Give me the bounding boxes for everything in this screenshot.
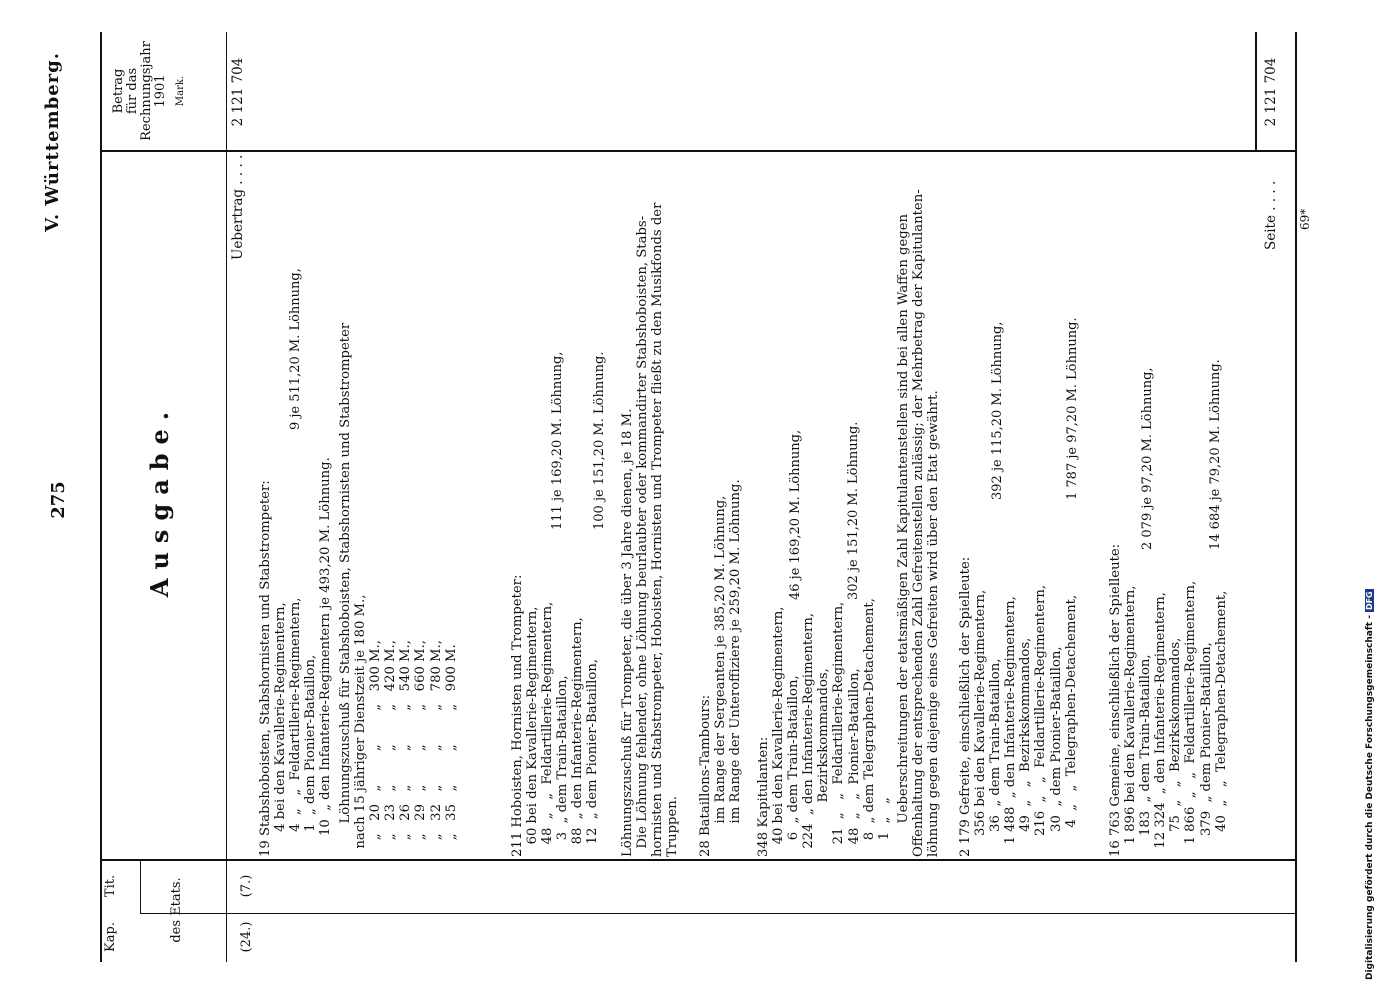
betrag-line-2: für das <box>125 67 140 115</box>
page-number: 275 <box>48 481 69 519</box>
column-divider-left <box>100 859 1297 861</box>
column-tit: Tit. <box>103 874 118 898</box>
uebertrag-label: Uebertrag . . . . <box>230 154 246 260</box>
table-bottom-rule <box>1295 32 1297 962</box>
kap-value: (24.) <box>239 921 254 953</box>
musicians-brace-2: 100 je 151,20 M. Löhnung. <box>592 351 607 530</box>
musicians-block: 211 Hoboisten, Hornisten und Trompeter: 60 bei den Kavallerie-Regimentern, 48 „ „ Feldartillerie-Regimentern, 3 „ dem Train-Bataillon, 88 „ den Infanterie-Regimentern, 12 „ dem Pionier-Bataillon, <box>510 574 601 857</box>
kap-tit-divider <box>140 913 1297 914</box>
seite-label: Seite . . . . <box>1263 180 1279 250</box>
column-des-etats: des Etats. <box>169 877 184 943</box>
tit-value: (7.) <box>239 874 254 898</box>
lance-corporals-brace-1: 392 je 115,20 M. Löhnung, <box>990 321 1005 500</box>
betrag-line-3: Rechnungsjahr <box>139 41 154 141</box>
betrag-line-1: Betrag <box>111 68 126 114</box>
seite-value: 2 121 704 <box>1263 57 1279 127</box>
privates-brace-1: 2 079 je 97,20 M. Löhnung, <box>1140 367 1155 550</box>
staff-musicians-block: 19 Stabshoboisten, Stabshornisten und Stabstrompeter: 4 bei den Kavallerie-Regimentern, 4 „ „ Feldartillerie-Regimentern, 1 „ dem Pionier-Bataillon, 10 „ den Infanterie-Regimentern je 493,20 M. Löhnung. <box>258 457 334 857</box>
capitulants-brace-1: 46 je 169,20 M. Löhnung, <box>788 429 803 600</box>
privates-block: 16 763 Gemeine, einschließlich der Spielleute: 1 896 bei den Kavallerie-Regimentern, 183 „ dem Train-Bataillon, 12 324 „ den Infanterie-Regimentern, 75 „ „ Bezirkskommandos, 1 866 „ „ Feldartillerie-Regimentern, 379 „ dem Pionier-Bataillon, 40 „ „ Telegraphen-Detachement, <box>1108 543 1229 857</box>
capitulants-brace-2: 302 je 151,20 M. Löhnung. <box>846 421 861 600</box>
uebertrag-value: 2 121 704 <box>230 57 246 127</box>
pay-supplement-block: Löhnungszuschuß für Stabshoboisten, Stabshornisten und Stabstrompeter nach 15 jähriger Dienstzeit je 180 M., „ 20 „ „ „ 300 M., „ 23 „ „ „ 420 M., „ 26 „ „ „ 540 M., „ 29 „ „ „ 660 M., „ 32 „ „ „ 780 M., „ 35 „ „ „ 900 M. <box>338 322 459 849</box>
lance-corporals-block: 2 179 Gefreite, einschließlich der Spielleute: 356 bei den Kavallerie-Regimentern, 36 „ dem Train-Bataillon, 1 488 „ den Infanterie-Regimentern, 49 „ „ Bezirkskommandos, 216 „ „ Feldartillerie-Regimentern, 30 „ dem Pionier-Bataillon, 4 „ „ Telegraphen-Detachement, <box>958 556 1079 857</box>
sum-rule <box>1255 32 1257 152</box>
betrag-line-4: 1901 <box>153 74 168 108</box>
musicians-brace-1: 111 je 169,20 M. Löhnung, <box>550 351 565 530</box>
table-top-rule <box>100 32 102 962</box>
header-rule <box>226 32 227 962</box>
drummers-block: 28 Bataillons-Tambours: im Range der Sergeanten je 385,20 M. Löhnung, im Range der Unteroffiziere je 259,20 M. Löhnung. <box>698 479 744 857</box>
privates-brace-2: 14 684 je 79,20 M. Löhnung. <box>1208 359 1223 550</box>
capitulants-note: Ueberschreitungen der etatsmäßigen Zahl Kapitulantenstellen sind bei allen Waffen gegen Offenhaltung der entsprechenden Zahl Gefreitenstellen zulässig; der Mehrbetrag der Kapitulanten- löhnung gegen diejenige eines Gefreiten wird über den Etat gewährt. <box>896 189 942 857</box>
section-title: Ausgabe. <box>145 402 174 598</box>
staff-musicians-brace: 9 je 511,20 M. Löhnung, <box>288 268 303 430</box>
trumpeter-supplement-block: Löhnungszuschuß für Trompeter, die über 3 Jahre dienen, je 18 M. Die Löhnung fehlender, ohne Löhnung beurlaubter oder kommandirter Stabshoboisten, Stabs- hornisten und Stabstrompeter, Hoboisten, Hornisten und Trompeter fließt zu den Musikfonds der Truppen. <box>620 202 681 857</box>
kap-tit-subrule <box>140 860 141 914</box>
column-kap: Kap. <box>103 922 118 952</box>
page-marker: 69* <box>1298 208 1312 230</box>
dfg-credit <box>1365 589 1375 980</box>
column-divider-right <box>100 150 1297 152</box>
dfg-logo: DFG <box>1365 591 1374 611</box>
capitulants-block: 348 Kapitulanten: 40 bei den Kavallerie-Regimentern, 6 „ dem Train-Bataillon, 224 „ den Infanterie-Regimentern, Bezirkskommandos, 21 „ „ Feldartillerie-Regimentern, 48 „ „ Pionier-Bataillon, 8 „ dem Telegraphen-Detachement, 1 „ „ <box>756 598 892 857</box>
column-betrag <box>112 32 188 150</box>
betrag-unit: Mark. <box>175 75 186 107</box>
lance-corporals-brace-2: 1 787 je 97,20 M. Löhnung. <box>1065 317 1080 500</box>
region-heading: V. Württemberg. <box>42 52 63 232</box>
credit-text: Digitalisierung gefördert durch die Deutsche Forschungsgemeinschaft - <box>1365 615 1375 980</box>
